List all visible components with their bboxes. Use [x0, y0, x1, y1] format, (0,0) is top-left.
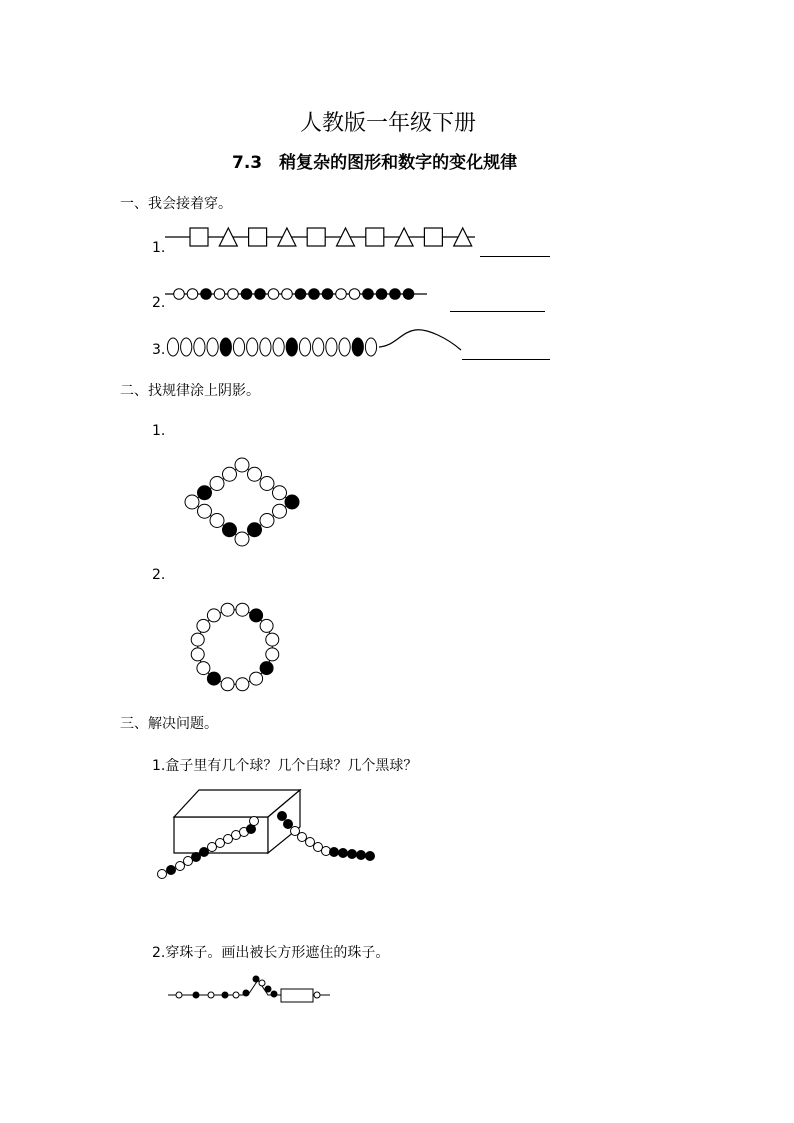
- black-bead: [390, 289, 401, 300]
- white-bead[interactable]: [250, 672, 263, 685]
- question-1-3-label: 3.: [152, 342, 166, 358]
- black-bead: [330, 848, 339, 857]
- square-shape: [190, 228, 208, 246]
- black-bead[interactable]: [250, 609, 263, 622]
- black-bead[interactable]: [207, 672, 220, 685]
- box-with-beads-illustration: [150, 785, 390, 885]
- black-bead: [295, 289, 306, 300]
- shape-pattern-strip: [165, 222, 485, 252]
- white-bead[interactable]: [191, 633, 204, 646]
- white-bead[interactable]: [223, 467, 237, 481]
- black-bead: [253, 976, 259, 982]
- black-oval-bead: [286, 338, 297, 356]
- bead-string-with-cover: [168, 970, 338, 1010]
- white-bead: [314, 992, 320, 998]
- black-bead: [271, 991, 277, 997]
- page-title: 人教版一年级下册: [300, 111, 477, 136]
- white-bead: [176, 992, 182, 998]
- question-1-2-label: 2.: [152, 295, 166, 311]
- white-bead: [282, 289, 293, 300]
- white-bead[interactable]: [185, 495, 199, 509]
- white-bead: [208, 992, 214, 998]
- oval-bead-strip: [165, 326, 465, 366]
- white-bead[interactable]: [235, 458, 249, 472]
- white-bead[interactable]: [207, 609, 220, 622]
- octagon-bead-ring[interactable]: [185, 597, 285, 697]
- black-bead[interactable]: [248, 523, 262, 537]
- question-2-1-label: 1.: [152, 423, 166, 439]
- white-bead: [176, 862, 185, 871]
- black-bead: [200, 848, 209, 857]
- black-bead: [284, 820, 293, 829]
- black-bead: [255, 289, 266, 300]
- black-bead: [348, 850, 357, 859]
- answer-blank-3[interactable]: [462, 359, 550, 360]
- white-bead[interactable]: [197, 662, 210, 675]
- black-bead: [222, 992, 228, 998]
- black-bead: [193, 992, 199, 998]
- black-bead: [265, 986, 271, 992]
- black-bead: [376, 289, 387, 300]
- white-bead[interactable]: [210, 477, 224, 491]
- white-oval-bead: [365, 338, 376, 356]
- answer-blank-2[interactable]: [450, 311, 545, 312]
- black-bead: [322, 289, 333, 300]
- white-bead: [298, 833, 307, 842]
- question-1-1-label: 1.: [152, 240, 166, 256]
- string-curve: [379, 330, 461, 350]
- white-bead[interactable]: [248, 467, 262, 481]
- white-bead[interactable]: [260, 477, 274, 491]
- white-bead[interactable]: [266, 633, 279, 646]
- white-bead: [174, 289, 185, 300]
- white-bead[interactable]: [221, 678, 234, 691]
- square-shape: [424, 228, 442, 246]
- white-bead[interactable]: [191, 648, 204, 661]
- black-bead: [201, 289, 212, 300]
- black-bead: [363, 289, 374, 300]
- black-bead: [309, 289, 320, 300]
- white-oval-bead: [260, 338, 271, 356]
- cover-rectangle: [281, 989, 313, 1002]
- white-oval-bead: [194, 338, 205, 356]
- white-oval-bead: [181, 338, 192, 356]
- diamond-bead-ring[interactable]: [180, 452, 310, 552]
- black-bead: [339, 849, 348, 858]
- white-bead: [250, 817, 259, 826]
- white-bead: [228, 289, 239, 300]
- square-shape: [366, 228, 384, 246]
- white-oval-bead: [233, 338, 244, 356]
- white-oval-bead: [299, 338, 310, 356]
- white-bead[interactable]: [260, 619, 273, 632]
- bead-pattern-strip: [165, 284, 435, 304]
- question-2-2-label: 2.: [152, 567, 166, 583]
- black-oval-bead: [352, 338, 363, 356]
- black-bead: [366, 852, 375, 861]
- white-oval-bead: [247, 338, 258, 356]
- white-oval-bead: [326, 338, 337, 356]
- section-3-heading: 三、解决问题。: [120, 716, 218, 732]
- white-bead: [259, 980, 265, 986]
- black-bead: [357, 851, 366, 860]
- white-oval-bead: [273, 338, 284, 356]
- white-bead: [214, 289, 225, 300]
- section-2-heading: 二、找规律涂上阴影。: [120, 383, 260, 399]
- white-bead[interactable]: [197, 619, 210, 632]
- black-bead: [278, 812, 287, 821]
- white-bead: [306, 838, 315, 847]
- white-bead[interactable]: [266, 648, 279, 661]
- answer-blank-1[interactable]: [480, 256, 550, 257]
- white-bead: [187, 289, 198, 300]
- page-subtitle: 7.3 稍复杂的图形和数字的变化规律: [232, 153, 518, 173]
- black-bead[interactable]: [223, 523, 237, 537]
- square-shape: [249, 228, 267, 246]
- black-bead: [243, 990, 249, 996]
- white-bead[interactable]: [260, 514, 274, 528]
- white-oval-bead: [339, 338, 350, 356]
- white-bead: [349, 289, 360, 300]
- white-bead: [158, 870, 167, 879]
- white-bead[interactable]: [210, 514, 224, 528]
- white-bead[interactable]: [273, 486, 287, 500]
- black-oval-bead: [220, 338, 231, 356]
- black-bead[interactable]: [198, 486, 212, 500]
- white-bead: [336, 289, 347, 300]
- black-bead: [403, 289, 414, 300]
- white-oval-bead: [167, 338, 178, 356]
- question-3-2-text: 2.穿珠子。画出被长方形遮住的珠子。: [152, 945, 390, 961]
- white-bead: [233, 992, 239, 998]
- black-bead[interactable]: [285, 495, 299, 509]
- black-bead[interactable]: [260, 662, 273, 675]
- question-3-1-text: 1.盒子里有几个球？几个白球？几个黑球？: [152, 758, 418, 774]
- white-bead: [268, 289, 279, 300]
- square-shape: [307, 228, 325, 246]
- white-oval-bead: [207, 338, 218, 356]
- white-bead[interactable]: [236, 603, 249, 616]
- white-oval-bead: [313, 338, 324, 356]
- white-bead[interactable]: [273, 504, 287, 518]
- white-bead[interactable]: [198, 504, 212, 518]
- white-bead[interactable]: [221, 603, 234, 616]
- black-bead: [241, 289, 252, 300]
- white-bead[interactable]: [236, 678, 249, 691]
- section-1-heading: 一、我会接着穿。: [120, 196, 232, 212]
- black-bead: [192, 853, 201, 862]
- box-shape: [174, 790, 300, 853]
- black-bead: [167, 866, 176, 875]
- white-bead[interactable]: [235, 532, 249, 546]
